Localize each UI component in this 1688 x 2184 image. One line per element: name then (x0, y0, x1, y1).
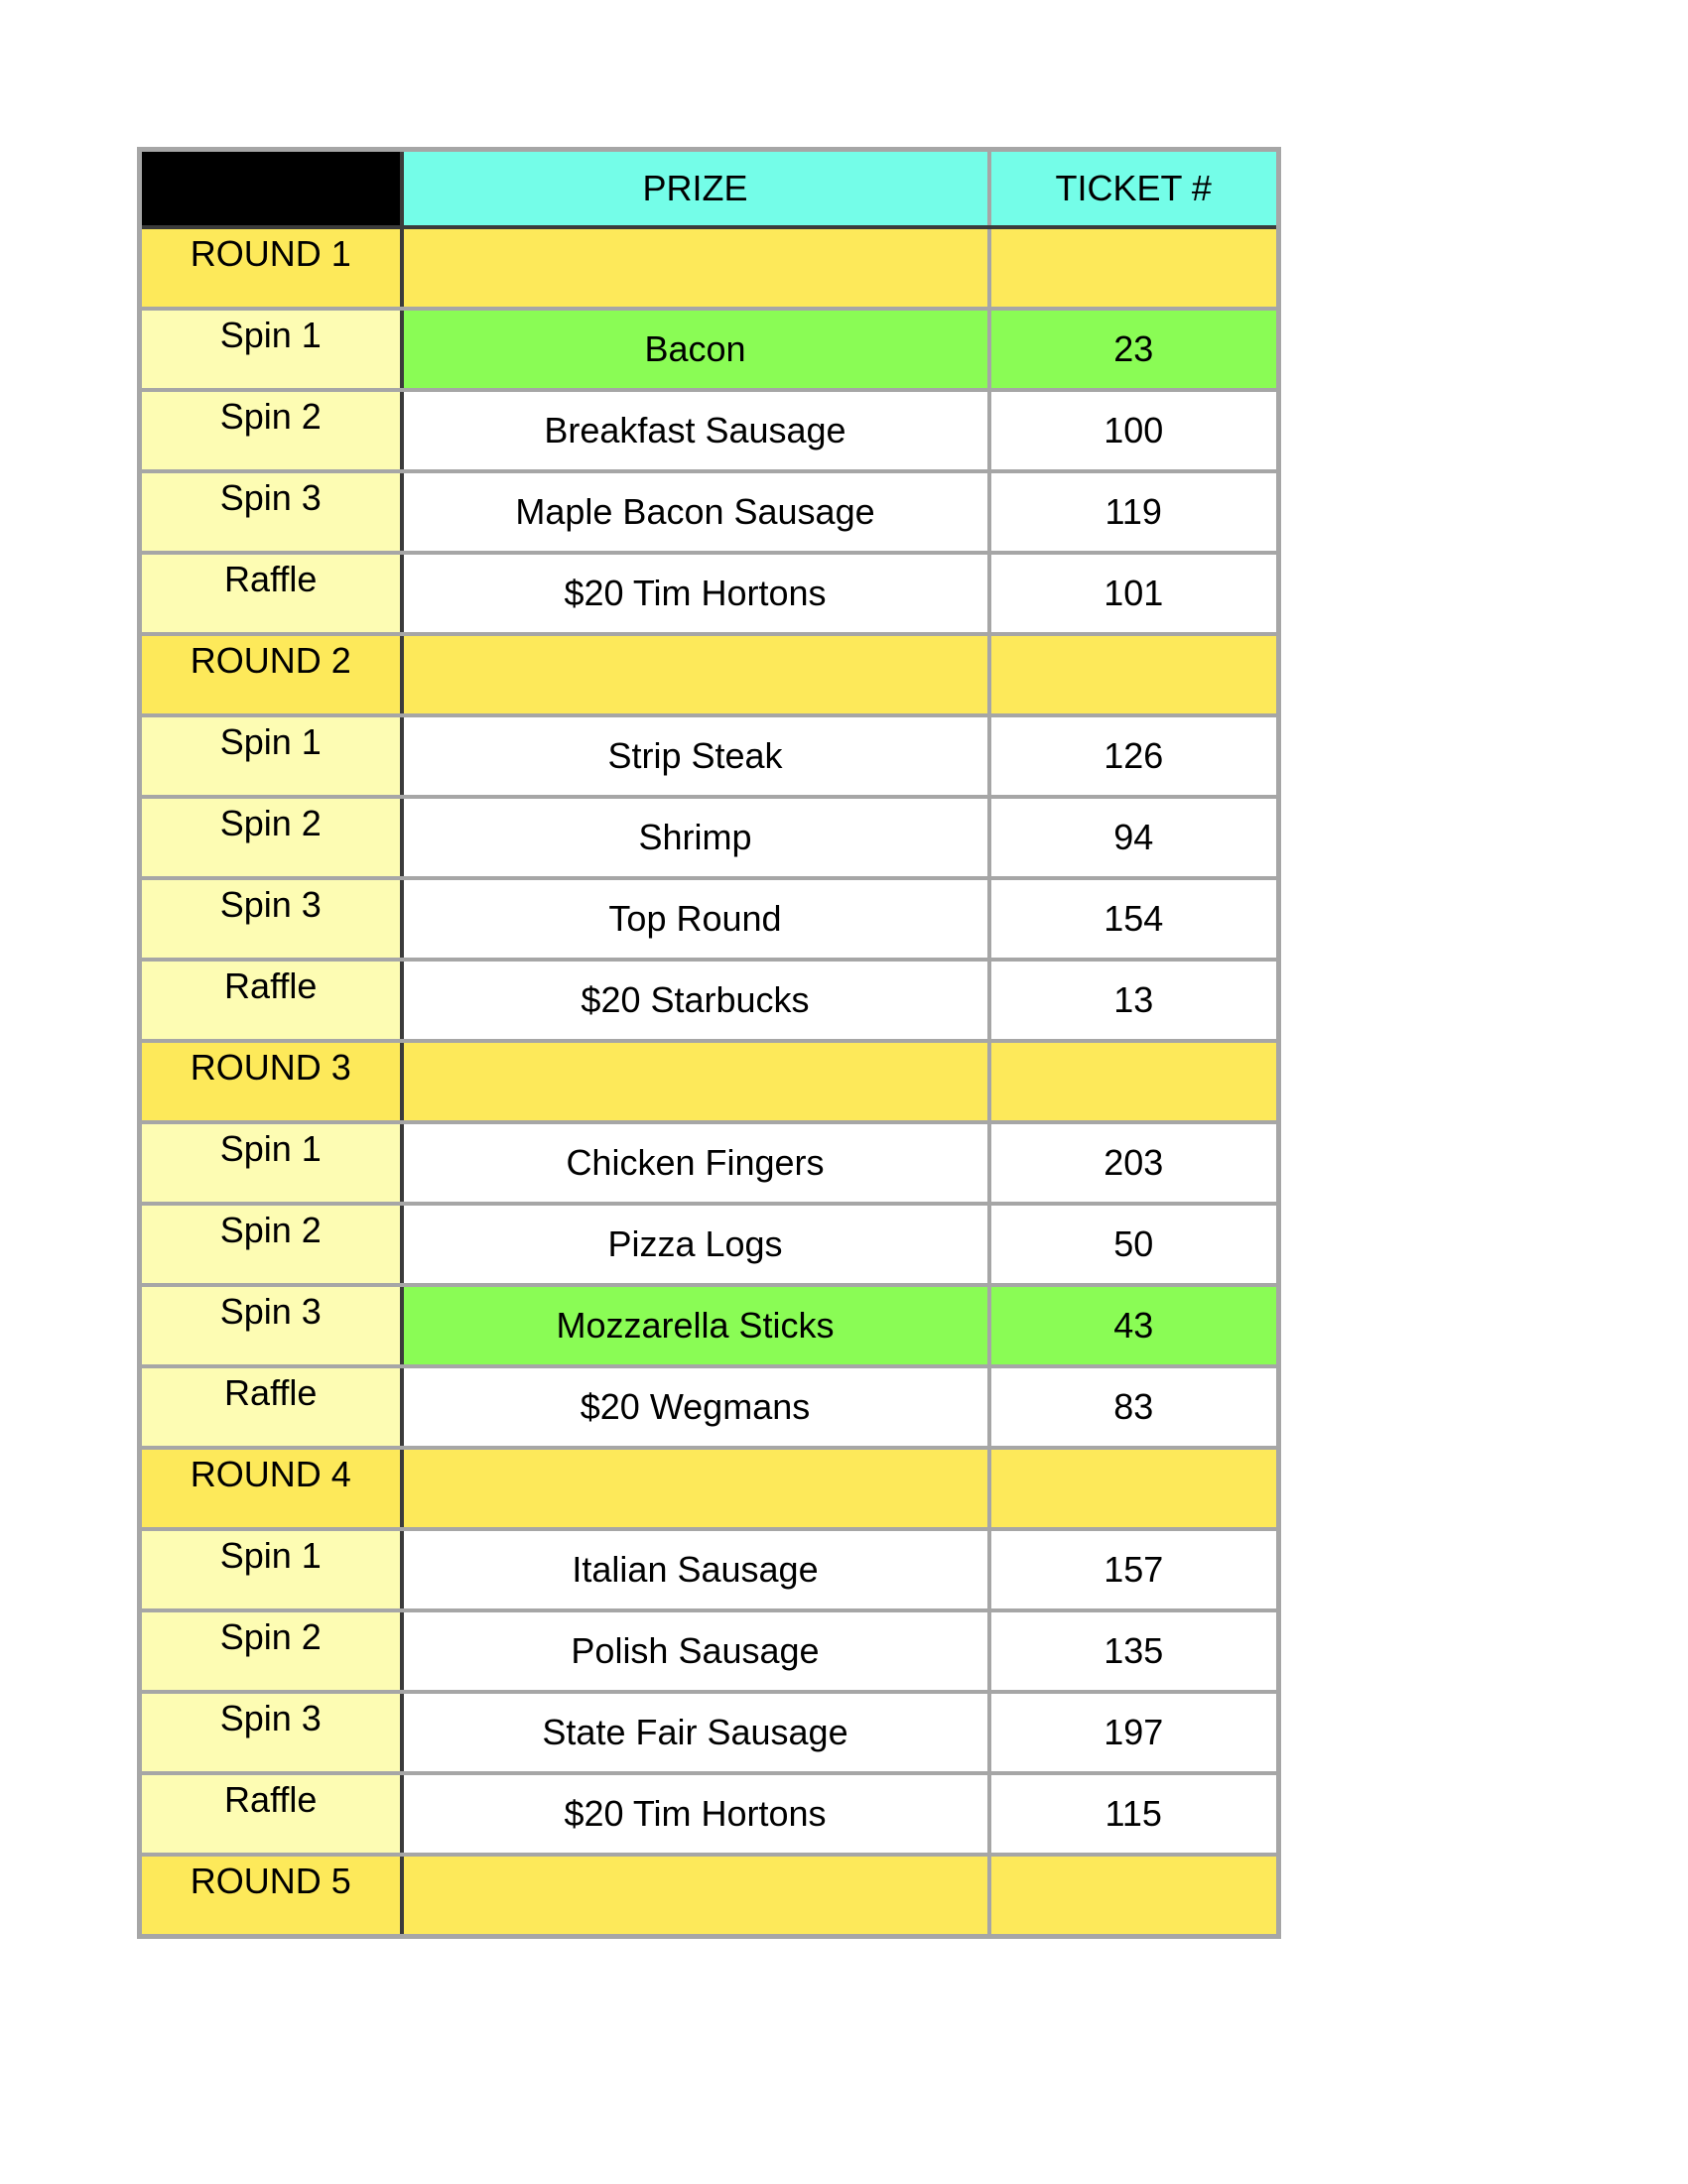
prize-cell: Bacon (402, 309, 989, 390)
ticket-number-cell: 203 (989, 1122, 1279, 1204)
spin-row (140, 1610, 1279, 1692)
prize-cell: Italian Sausage (402, 1529, 989, 1610)
spin-row (140, 390, 1279, 471)
draw-label: Spin 1 (140, 1122, 402, 1204)
ticket-number-cell: 100 (989, 390, 1279, 471)
spin-row (140, 797, 1279, 878)
ticket-number-cell (989, 634, 1279, 715)
draw-label: Spin 3 (140, 471, 402, 553)
ticket-number-cell: 126 (989, 715, 1279, 797)
round-row (140, 1041, 1279, 1122)
prize-cell: Breakfast Sausage (402, 390, 989, 471)
prize-cell: Polish Sausage (402, 1610, 989, 1692)
spin-row (140, 1692, 1279, 1773)
prize-cell (402, 1041, 989, 1122)
prize-cell: Maple Bacon Sausage (402, 471, 989, 553)
ticket-number-cell (989, 1448, 1279, 1529)
raffle-row (140, 960, 1279, 1041)
spin-row (140, 471, 1279, 553)
ticket-number-cell: 135 (989, 1610, 1279, 1692)
ticket-number-cell: 23 (989, 309, 1279, 390)
prize-cell: $20 Wegmans (402, 1366, 989, 1448)
draw-label: Spin 3 (140, 1692, 402, 1773)
round-row (140, 1448, 1279, 1529)
header-prize: PRIZE (402, 150, 989, 228)
prize-cell: $20 Starbucks (402, 960, 989, 1041)
prize-cell (402, 227, 989, 309)
prize-cell: $20 Tim Hortons (402, 553, 989, 634)
draw-label: Spin 2 (140, 390, 402, 471)
spin-row (140, 715, 1279, 797)
ticket-number-cell: 197 (989, 1692, 1279, 1773)
prize-cell: Mozzarella Sticks (402, 1285, 989, 1366)
round-label: ROUND 5 (140, 1855, 402, 1937)
draw-label: Spin 3 (140, 1285, 402, 1366)
ticket-number-cell: 94 (989, 797, 1279, 878)
table-header-row (140, 150, 1279, 228)
raffle-row (140, 1366, 1279, 1448)
ticket-number-cell (989, 1041, 1279, 1122)
ticket-number-cell: 101 (989, 553, 1279, 634)
draw-label: Spin 3 (140, 878, 402, 960)
draw-label: Spin 2 (140, 797, 402, 878)
draw-label: Spin 1 (140, 309, 402, 390)
round-label: ROUND 3 (140, 1041, 402, 1122)
draw-label: Raffle (140, 1773, 402, 1855)
draw-label: Spin 1 (140, 715, 402, 797)
draw-label: Spin 1 (140, 1529, 402, 1610)
draw-label: Spin 2 (140, 1204, 402, 1285)
ticket-number-cell: 115 (989, 1773, 1279, 1855)
prize-cell (402, 1855, 989, 1937)
header-ticket: TICKET # (989, 150, 1279, 228)
prize-cell: Pizza Logs (402, 1204, 989, 1285)
spin-row (140, 878, 1279, 960)
ticket-number-cell: 13 (989, 960, 1279, 1041)
spin-row (140, 1285, 1279, 1366)
prize-cell: Strip Steak (402, 715, 989, 797)
raffle-row (140, 553, 1279, 634)
prize-cell: State Fair Sausage (402, 1692, 989, 1773)
prize-results-table (137, 147, 1281, 1939)
round-label: ROUND 4 (140, 1448, 402, 1529)
round-row (140, 1855, 1279, 1937)
prize-cell (402, 634, 989, 715)
prize-cell: Chicken Fingers (402, 1122, 989, 1204)
round-label: ROUND 2 (140, 634, 402, 715)
round-row (140, 227, 1279, 309)
draw-label: Raffle (140, 1366, 402, 1448)
table-body (140, 150, 1279, 1937)
draw-label: Spin 2 (140, 1610, 402, 1692)
spin-row (140, 1122, 1279, 1204)
ticket-number-cell: 43 (989, 1285, 1279, 1366)
spin-row (140, 1529, 1279, 1610)
ticket-number-cell: 119 (989, 471, 1279, 553)
spin-row (140, 1204, 1279, 1285)
ticket-number-cell: 157 (989, 1529, 1279, 1610)
spin-row (140, 309, 1279, 390)
prize-cell: Top Round (402, 878, 989, 960)
ticket-number-cell: 50 (989, 1204, 1279, 1285)
prize-cell: Shrimp (402, 797, 989, 878)
ticket-number-cell: 154 (989, 878, 1279, 960)
ticket-number-cell: 83 (989, 1366, 1279, 1448)
prize-cell: $20 Tim Hortons (402, 1773, 989, 1855)
raffle-row (140, 1773, 1279, 1855)
draw-label: Raffle (140, 553, 402, 634)
draw-label: Raffle (140, 960, 402, 1041)
ticket-number-cell (989, 227, 1279, 309)
prize-cell (402, 1448, 989, 1529)
ticket-number-cell (989, 1855, 1279, 1937)
header-corner-cell (140, 150, 402, 228)
round-row (140, 634, 1279, 715)
round-label: ROUND 1 (140, 227, 402, 309)
